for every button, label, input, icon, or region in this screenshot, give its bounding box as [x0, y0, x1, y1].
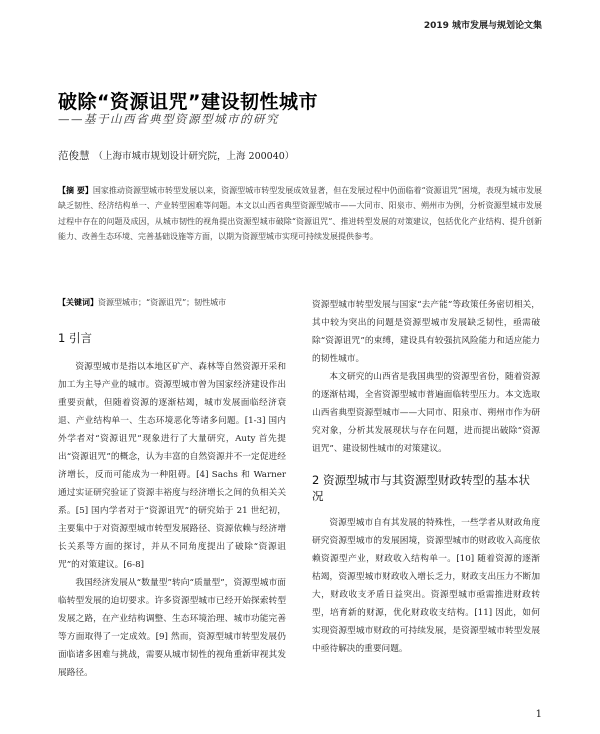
right-column — [312, 296, 540, 658]
keywords-label: 【关键词】 — [58, 298, 98, 307]
keywords-text: 资源型城市；“资源诅咒”；韧性城市 — [98, 298, 227, 307]
author-line — [58, 148, 294, 163]
author-name: 范俊慧 — [58, 150, 90, 162]
abstract-text: 国家推动资源型城市转型发展以来，资源型城市转型发展成效显著，但在发展过程中仍面临着“资源诅咒”困境，表现为城市发展缺乏韧性、经济结构单一、产业转型困难等问题。本文以山西省典型资源型城市——大同市、阳泉市、朔州市为例，分析资源型城市发展过程中存在的问题及成因，从城市韧性的视角提出资源型城市破除“资源诅咒”、推进转型发展的对策建议，包括优化产业结构、提升创新能力、改善生态环境、完善基础设施等方面，以期为资源型城市实现可持续发展提供参考。 — [58, 186, 542, 242]
paragraph: 资源型城市自有其发展的特殊性，一些学者从财政角度研究资源型城市的发展困境，资源型城市的财政收入高度依赖资源型产业，财政收入结构单一。[10] 随着资源的逐渐枯竭，资源型城市财政收入增长乏力，财政支出压力不断加大，财政收支矛盾日益突出。资源型城市亟需推进财政转型，培育新的财源，优化财政收支结构。[11] 因此，如何实现资源型城市财政的可持续发展，是资源型城市转型发展中亟待解决的重要问题。 — [312, 518, 540, 654]
article-subtitle: ——基于山西省典型资源型城市的研究 — [58, 112, 279, 126]
paragraph: 资源型城市转型发展与国家“去产能”等政策任务密切相关，其中较为突出的问题是资源型城市发展缺乏韧性，亟需破除“资源诅咒”的束缚，建设具有较强抗风险能力和适应能力的韧性城市。 — [312, 300, 540, 364]
running-header: 2019 城市发展与规划论文集 — [423, 21, 542, 31]
abstract — [58, 183, 542, 245]
paragraph: 资源型城市是指以本地区矿产、森林等自然资源开采和加工为主导产业的城市。资源型城市曾为国家经济建设作出重要贡献，但随着资源的逐渐枯竭，城市发展面临经济衰退、产业结构单一、生态环境恶化等诸多问题。[1-3] 国内外学者对“资源诅咒”现象进行了大量研究，Auty 首先提出“资源诅咒”的概念，认为丰富的自然资源并不一定促进经济增长，反而可能成为一种阻碍。[4] Sachs 和 Warner 通过实证研究验证了资源丰裕度与经济增长之间的负相关关系。[5] 国内学者对于“资源诅咒”的研究始于 21 世纪初，主要集中于对资源型城市转型发展路径、资源依赖与经济增长关系等方面的探讨，并从不同角度提出了破除“资源诅咒”的对策建议。[6-8] — [58, 362, 286, 570]
article-title: 破除“资源诅咒”建设韧性城市 — [58, 90, 318, 113]
paragraph: 我国经济发展从“数量型”转向“质量型”，资源型城市面临转型发展的迫切要求。许多资源型城市已经开始探索转型发展之路，在产业结构调整、生态环境治理、城市功能完善等方面取得了一定成效。[9] 然而，资源型城市转型发展仍面临诸多困难与挑战，需要从城市韧性的视角重新审视其发展路径。 — [58, 578, 286, 678]
paragraph: 本文研究的山西省是我国典型的资源型省份，随着资源的逐渐枯竭，全省资源型城市普遍面临转型压力。本文选取山西省典型资源型城市——大同市、阳泉市、朔州市作为研究对象，分析其发展现状与存在问题，进而提出破除“资源诅咒”、建设韧性城市的对策建议。 — [312, 372, 540, 454]
section-heading-introduction: 1 引言 — [58, 331, 92, 345]
page-number: 1 — [535, 709, 542, 720]
left-column — [58, 330, 286, 682]
abstract-label: 【摘 要】 — [58, 186, 93, 195]
section-heading-status: 2 资源型城市与其资源型财政转型的基本状况 — [312, 473, 530, 503]
author-affiliation: （上海市城市规划设计研究院，上海 200040） — [93, 151, 295, 162]
